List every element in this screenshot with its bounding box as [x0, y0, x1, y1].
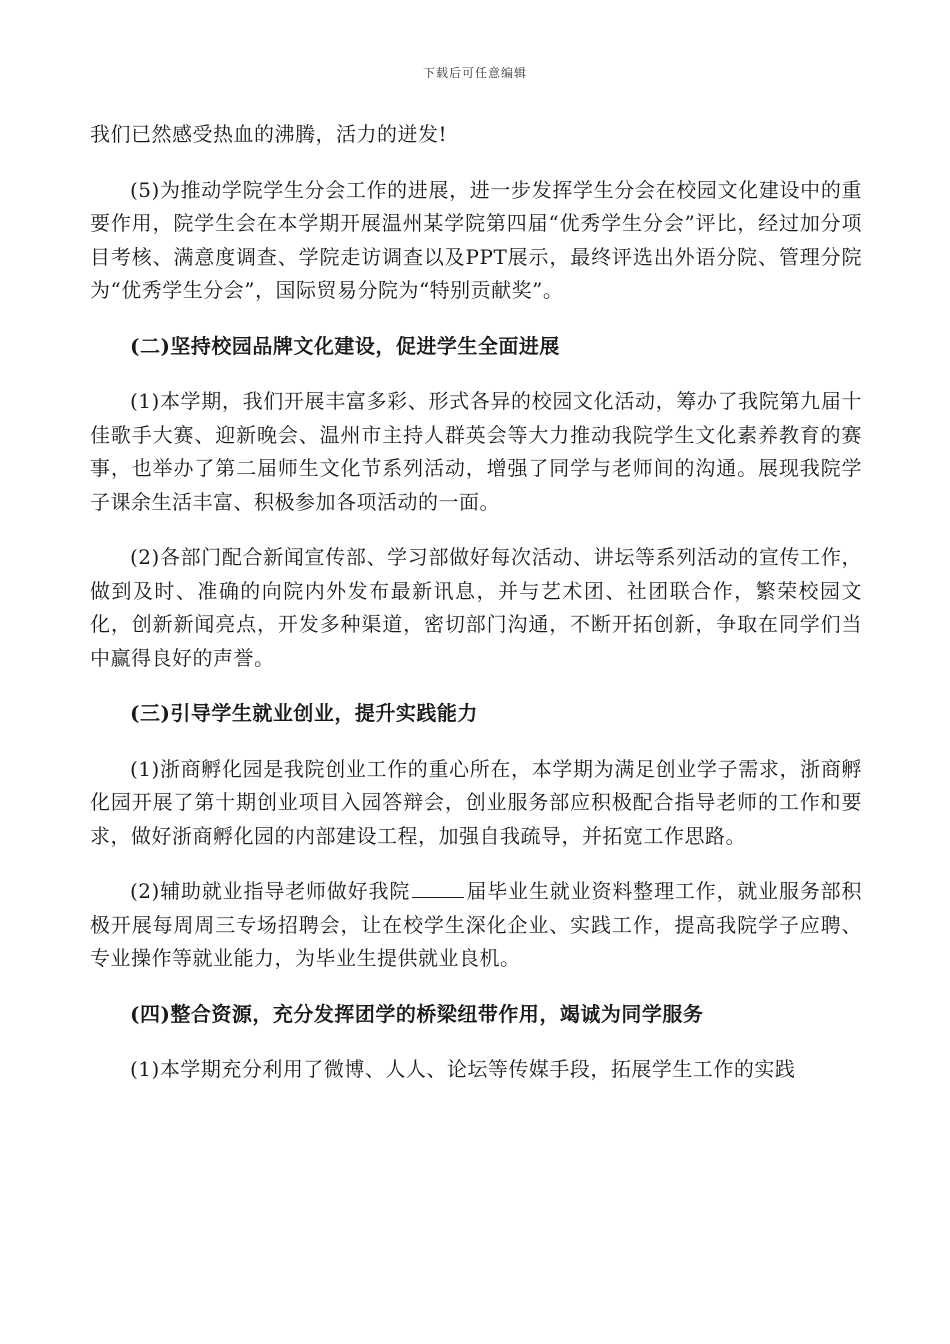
paragraph-item-5: (5)为推动学院学生分会工作的进展，进一步发挥学生分会在校园文化建设中的重要作用，院学生会在本学期开展温州某学院第四届“优秀学生分会”评比，经过加分项目考核、满意度调查、学院走访调查以及PPT展示，最终评选出外语分院、管理分院为“优秀学生分会”，国际贸易分院为“特别贡献奖”。	[90, 177, 862, 302]
fill-in-blank	[412, 879, 464, 898]
paragraph-gap	[90, 853, 862, 875]
paragraph-continuation: 我们已然感受热血的沸腾，活力的迸发!	[90, 122, 448, 146]
section-heading-3: (三)引导学生就业创业，提升实践能力	[130, 701, 478, 725]
paragraph-employment-2	[90, 875, 862, 976]
paragraph-culture-2: (2)各部门配合新闻宣传部、学习部做好每次活动、讲坛等系列活动的宣传工作，做到及时、准确的向院内外发布最新讯息，并与艺术团、社团联合作，繁荣校园文化，创新新闻亮点，开发多种渠道，密切部门沟通，不断开拓创新，争取在同学们当中赢得良好的声誉。	[90, 545, 862, 670]
paragraph-resources-1: (1)本学期充分利用了微博、人人、论坛等传媒手段，拓展学生工作的实践	[130, 1057, 796, 1081]
paragraph-gap	[90, 976, 862, 998]
paragraph-text-after-blank: 届毕业生就业资料整理工作，就业服务部积极开展每周周三专场招聘会，让在校学生深化企业、实践工作，提高我院学子应聘、专业操作等就业能力，为毕业生提供就业良机。	[90, 879, 862, 970]
paragraph-culture-1: (1)本学期，我们开展丰富多彩、形式各异的校园文化活动，筹办了我院第九届十佳歌手大赛、迎新晚会、温州市主持人群英会等大力推动我院学生文化素养教育的赛事，也举办了第二届师生文化节系列活动，增强了同学与老师间的沟通。展现我院学子课余生活丰富、积极参加各项活动的一面。	[90, 389, 862, 514]
section-heading-4: (四)整合资源，充分发挥团学的桥梁纽带作用，竭诚为同学服务	[130, 1001, 704, 1026]
paragraph-employment-1: (1)浙商孵化园是我院创业工作的重心所在，本学期为满足创业学子需求，浙商孵化园开展了第十期创业项目入园答辩会，创业服务部应积极配合指导老师的工作和要求，做好浙商孵化园的内部建设工程，加强自我疏导，并拓宽工作思路。	[90, 756, 862, 848]
paragraph-gap	[90, 308, 862, 330]
paragraph-gap	[90, 152, 862, 174]
document-body	[90, 118, 862, 1087]
paragraph-gap	[90, 731, 862, 753]
header-note: 下载后可任意编辑	[422, 66, 527, 80]
paragraph-gap	[90, 675, 862, 697]
paragraph-text-before-blank: (2)辅助就业指导老师做好我院	[130, 879, 411, 903]
paragraph-gap	[90, 519, 862, 541]
section-heading-2: (二)坚持校园品牌文化建设，促进学生全面进展	[130, 333, 560, 358]
paragraph-gap	[90, 1031, 862, 1053]
paragraph-gap	[90, 363, 862, 385]
